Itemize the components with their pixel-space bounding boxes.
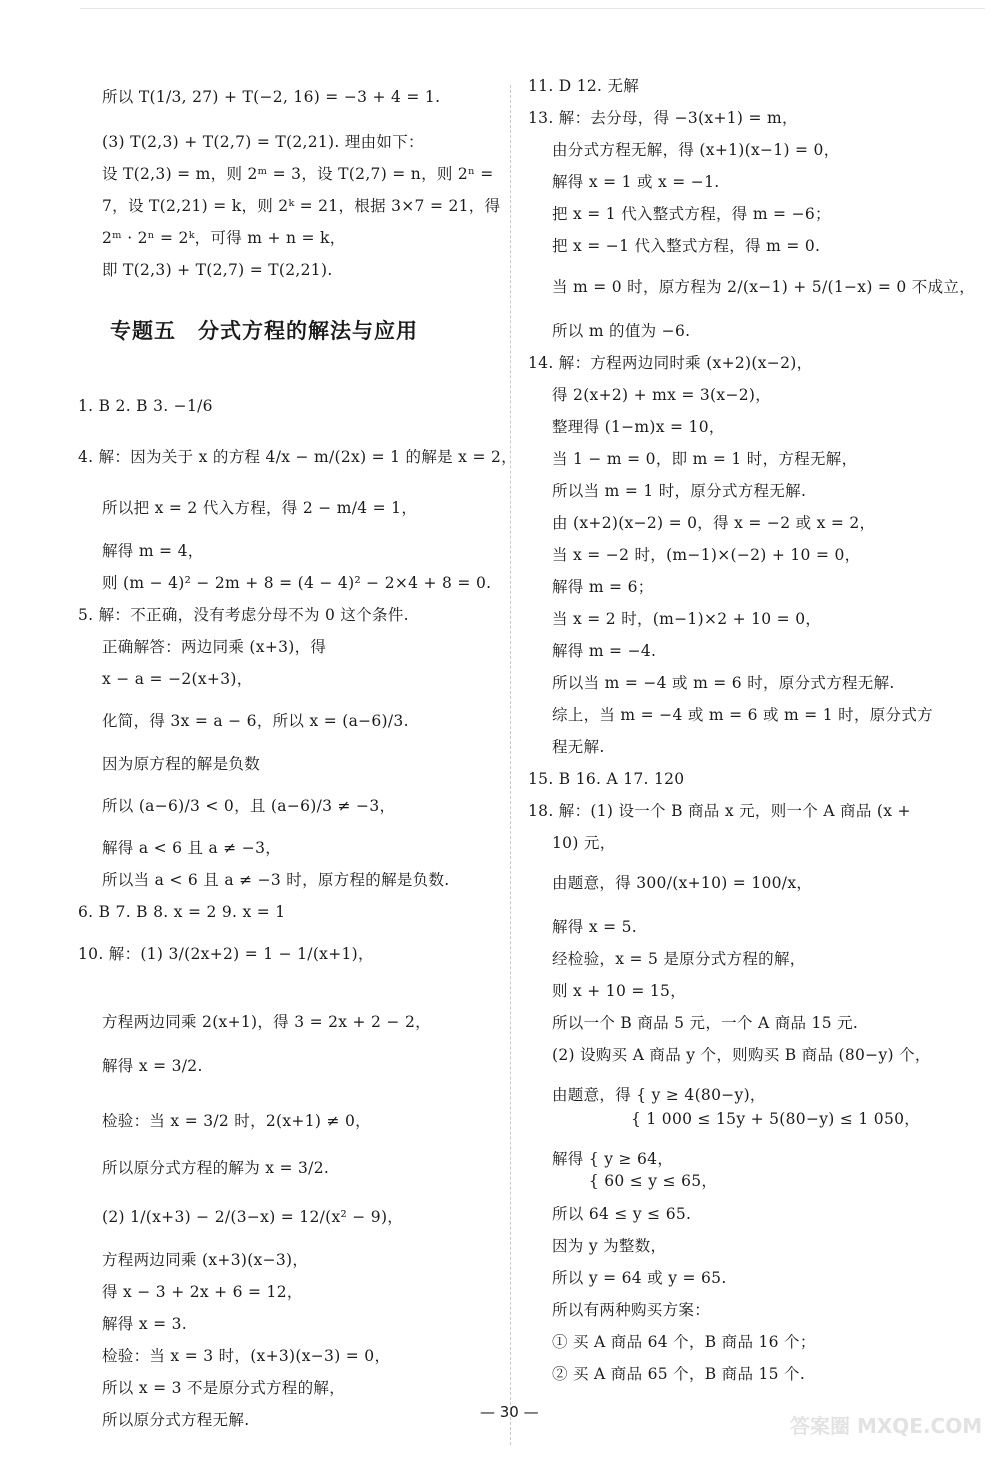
watermark: 答案圈 MXQE.COM: [790, 1414, 983, 1438]
section-title: 专题五 分式方程的解法与应用: [110, 319, 418, 343]
text-line: 程无解.: [552, 738, 605, 756]
text-line: 当 x = 2 时，(m−1)×2 + 10 = 0，: [552, 610, 822, 628]
text-line: { 60 ≤ y ≤ 65，: [552, 1172, 718, 1190]
text-line: 解得 a < 6 且 a ≠ −3，: [102, 839, 282, 857]
text-line: 所以原分式方程无解.: [102, 1411, 250, 1429]
text-line: 则 (m − 4)² − 2m + 8 = (4 − 4)² − 2×4 + 8 = 0.: [102, 574, 492, 592]
text-line: 整理得 (1−m)x = 10，: [552, 418, 725, 436]
text-line: 4. 解：因为关于 x 的方程 4/x − m/(2x) = 1 的解是 x = 2，: [78, 448, 517, 466]
text-line: 解得 m = 6；: [552, 578, 654, 596]
text-line: 把 x = 1 代入整式方程，得 m = −6；: [552, 205, 831, 223]
text-line: { 1 000 ≤ 15y + 5(80−y) ≤ 1 050，: [552, 1110, 921, 1128]
text-line: 则 x + 10 = 15，: [552, 982, 686, 1000]
text-line: 13. 解：去分母，得 −3(x+1) = m，: [528, 109, 798, 127]
column-divider: [510, 85, 511, 1445]
text-line: 方程两边同乘 (x+3)(x−3)，: [102, 1251, 309, 1269]
text-line: 10. 解：(1) 3/(2x+2) = 1 − 1/(x+1)，: [78, 945, 374, 963]
text-line: 解得 { y ≥ 64，: [552, 1150, 674, 1168]
text-line: 所以 64 ≤ y ≤ 65.: [552, 1205, 692, 1223]
text-line: 所以原分式方程的解为 x = 3/2.: [102, 1159, 330, 1177]
text-line: 所以当 a < 6 且 a ≠ −3 时，原方程的解是负数.: [102, 871, 450, 889]
text-line: 解得 m = 4，: [102, 542, 204, 560]
text-line: 所以 (a−6)/3 < 0，且 (a−6)/3 ≠ −3，: [102, 797, 396, 815]
text-line: 当 m = 0 时，原方程为 2/(x−1) + 5/(1−x) = 0 不成立，: [552, 278, 975, 296]
text-line: 18. 解：(1) 设一个 B 商品 x 元，则一个 A 商品 (x +: [528, 802, 911, 820]
text-line: (2) 设购买 A 商品 y 个，则购买 B 商品 (80−y) 个，: [552, 1046, 931, 1064]
text-line: 2ᵐ · 2ⁿ = 2ᵏ，可得 m + n = k，: [102, 229, 346, 247]
text-line: 7，设 T(2,21) = k，则 2ᵏ = 21，根据 3×7 = 21，得: [102, 197, 501, 215]
text-line: 正确解答：两边同乘 (x+3)，得: [102, 638, 327, 656]
text-line: 把 x = −1 代入整式方程，得 m = 0.: [552, 237, 821, 255]
text-line: 因为原方程的解是负数: [102, 755, 261, 773]
text-line: 由题意，得 { y ≥ 4(80−y)，: [552, 1086, 766, 1104]
top-rule: [80, 8, 985, 9]
text-line: 10) 元，: [552, 834, 616, 852]
text-line: 所以当 m = 1 时，原分式方程无解.: [552, 482, 807, 500]
text-line: 所以 y = 64 或 y = 65.: [552, 1269, 727, 1287]
text-line: 方程两边同乘 2(x+1)，得 3 = 2x + 2 − 2，: [102, 1013, 431, 1031]
text-line: 解得 x = 3/2.: [102, 1057, 203, 1075]
text-line: 解得 x = 1 或 x = −1.: [552, 173, 720, 191]
text-line: 1. B 2. B 3. −1/6: [78, 397, 213, 415]
text-line: 所以 T(1/3, 27) + T(−2, 16) = −3 + 4 = 1.: [102, 88, 441, 106]
text-line: ② 买 A 商品 65 个，B 商品 15 个.: [552, 1365, 806, 1383]
text-line: 检验：当 x = 3 时，(x+3)(x−3) = 0，: [102, 1347, 391, 1365]
text-line: 经检验，x = 5 是原分式方程的解，: [552, 950, 806, 968]
text-line: 所以一个 B 商品 5 元，一个 A 商品 15 元.: [552, 1014, 859, 1032]
text-line: 解得 m = −4.: [552, 642, 657, 660]
text-line: 检验：当 x = 3/2 时，2(x+1) ≠ 0，: [102, 1112, 371, 1130]
text-line: 解得 x = 3.: [102, 1315, 187, 1333]
page-number: — 30 —: [480, 1403, 539, 1421]
text-line: 当 x = −2 时，(m−1)×(−2) + 10 = 0，: [552, 546, 861, 564]
text-line: 当 1 − m = 0，即 m = 1 时，方程无解，: [552, 450, 858, 468]
text-line: 即 T(2,3) + T(2,7) = T(2,21).: [102, 261, 333, 279]
text-line: ① 买 A 商品 64 个，B 商品 16 个；: [552, 1333, 816, 1351]
text-line: 化简，得 3x = a − 6，所以 x = (a−6)/3.: [102, 712, 409, 730]
text-line: 由 (x+2)(x−2) = 0，得 x = −2 或 x = 2，: [552, 514, 876, 532]
text-line: 综上，当 m = −4 或 m = 6 或 m = 1 时，原分式方: [552, 706, 933, 724]
text-line: (2) 1/(x+3) − 2/(3−x) = 12/(x² − 9)，: [102, 1208, 404, 1226]
text-line: 所以当 m = −4 或 m = 6 时，原分式方程无解.: [552, 674, 895, 692]
text-line: 所以把 x = 2 代入方程，得 2 − m/4 = 1，: [102, 499, 418, 517]
text-line: 因为 y 为整数，: [552, 1237, 667, 1255]
text-line: 所以 m 的值为 −6.: [552, 322, 691, 340]
text-line: 由分式方程无解，得 (x+1)(x−1) = 0，: [552, 141, 840, 159]
text-line: (3) T(2,3) + T(2,7) = T(2,21). 理由如下：: [102, 133, 424, 151]
text-line: 得 2(x+2) + mx = 3(x−2)，: [552, 386, 772, 404]
text-line: 5. 解：不正确，没有考虑分母不为 0 这个条件.: [78, 606, 409, 624]
text-line: 15. B 16. A 17. 120: [528, 770, 685, 788]
text-line: 14. 解：方程两边同时乘 (x+2)(x−2)，: [528, 354, 813, 372]
text-line: 得 x − 3 + 2x + 6 = 12，: [102, 1283, 303, 1301]
text-line: 解得 x = 5.: [552, 918, 637, 936]
text-line: 设 T(2,3) = m，则 2ᵐ = 3，设 T(2,7) = n，则 2ⁿ =: [102, 165, 494, 183]
text-line: x − a = −2(x+3)，: [102, 670, 253, 688]
text-line: 所以 x = 3 不是原分式方程的解，: [102, 1379, 345, 1397]
text-line: 11. D 12. 无解: [528, 77, 640, 95]
text-line: 6. B 7. B 8. x = 2 9. x = 1: [78, 903, 286, 921]
text-line: 由题意，得 300/(x+10) = 100/x，: [552, 874, 813, 892]
text-line: 所以有两种购买方案：: [552, 1301, 711, 1319]
